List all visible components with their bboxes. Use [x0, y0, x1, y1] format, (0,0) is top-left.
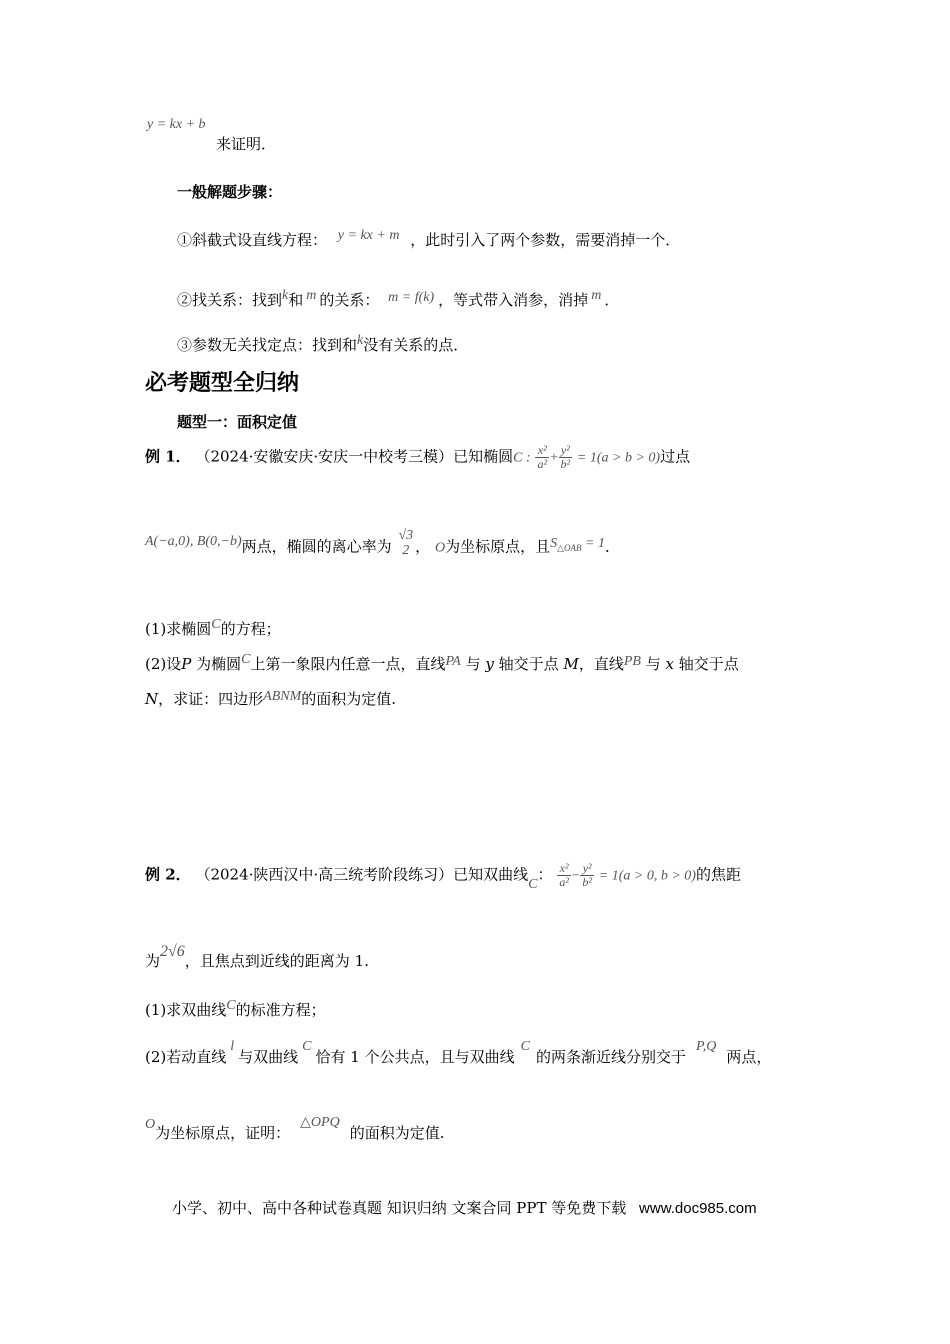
- step-3: [177, 334, 468, 355]
- intro-suffix: 来证明．: [216, 135, 277, 153]
- example2-label: 例 2．: [145, 865, 191, 884]
- example1-q1: (1)求椭圆C的方程；: [145, 617, 281, 638]
- step2-rel: 的关系：: [319, 291, 380, 309]
- example1-line1: 例 1． （2024·安徽安庆·安庆一中校考三模）已知椭圆C : $\frac{\text{x²}}{\text{a²}}$ + $\frac{\text{y²}}{\text{b²}}$ = 1(a > b > 0)过点: [145, 443, 691, 472]
- step2-math: m = f(k): [388, 290, 435, 305]
- step2-m2: m: [591, 288, 602, 303]
- example1-o: O: [434, 540, 446, 556]
- ellipse-cond: = 1(a > b > 0): [576, 450, 661, 466]
- ellipse-c: C :: [513, 450, 531, 466]
- example1-label: 例 1．: [145, 447, 191, 466]
- footer-url[interactable]: www.doc985.com: [639, 1200, 757, 1217]
- step2-suffix: ，等式带入消参，消掉: [438, 291, 589, 309]
- step3-prefix: ③参数无关找定点：找到和: [177, 336, 358, 354]
- step2-and: 和: [288, 291, 304, 309]
- example2-q2: (2)若动直线l与双曲线C恰有 1 个公共点，且与双曲线C的两条渐近线分别交于P,Q两点，: [145, 1039, 772, 1066]
- hyperbola-cond: = 1(a > 0, b > 0): [598, 868, 696, 884]
- example1-line2: A(−a,0), B(0,−b)两点，椭圆的离心率为 √3 2 ， O为坐标原点，且$S_{\triangle OAB} = 1$．: [145, 528, 620, 559]
- example2-line2: 为2√6，且焦点到近线的距离为 1.: [145, 943, 369, 970]
- step2-end: ．: [604, 291, 620, 309]
- example1-q2-line1: (2)设P 为椭圆C上第一象限内任意一点，直线PA 与 y 轴交于点 M，直线PB 与 x 轴交于点: [145, 652, 739, 673]
- frac2-y2b2: $\frac{\text{y²}}{\text{b²}}$: [582, 861, 592, 890]
- example1-points: A(−a,0), B(0,−b): [145, 534, 242, 550]
- type1-title: 题型一：面积定值: [177, 413, 298, 431]
- example2-q1: (1)求双曲线C的标准方程；: [145, 998, 326, 1019]
- footer-text: 小学、初中、高中各种试卷真题 知识归纳 文案合同 PPT 等免费下载: [172, 1199, 627, 1217]
- step1-suffix: ，此时引入了两个参数，需要消掉一个．: [410, 231, 681, 249]
- step2-m: m: [306, 288, 317, 303]
- step3-k: k: [357, 333, 364, 348]
- step-1: [177, 229, 680, 250]
- intro-formula: y = kx + b: [147, 117, 206, 132]
- focal-value: 2√6: [160, 943, 185, 960]
- step1-prefix: ①斜截式设直线方程：: [177, 231, 328, 249]
- frac2-x2a2: $\frac{\text{x²}}{\text{a²}}$: [559, 861, 569, 890]
- footer: [172, 1197, 757, 1218]
- step2-k: k: [282, 288, 289, 303]
- example1-source: （2024·安徽安庆·安庆一中校考三模）已知椭圆: [195, 447, 514, 466]
- step2-prefix: ②找关系：找到: [177, 291, 283, 309]
- example2-line1: 例 2． （2024·陕西汉中·高三统考阶段练习）已知双曲线C： $\frac{\text{x²}}{\text{a²}}$ − $\frac{\text{y²}}{\text{b²}}$ = 1(a > 0, b > 0)的焦距: [145, 861, 741, 892]
- steps-heading: 一般解题步骤：: [177, 183, 283, 201]
- eccentricity-frac: √3 2: [398, 528, 414, 559]
- step-2: [177, 289, 619, 310]
- frac-x2a2: $\frac{\text{x²}}{\text{a²}}$: [537, 443, 548, 472]
- area-sub: △OAB: [557, 543, 582, 554]
- example1-origin: 为坐标原点，且: [445, 537, 551, 556]
- example1-pass: 过点: [660, 447, 691, 466]
- step1-math: y = kx + m: [337, 228, 400, 243]
- area-s: S: [550, 536, 558, 552]
- step3-suffix: 没有关系的点．: [363, 336, 469, 354]
- example1-q2-line2: N，求证：四边形ABNM的面积为定值.: [145, 689, 397, 708]
- frac-y2b2: $\frac{\text{y²}}{\text{b²}}$: [560, 443, 571, 472]
- area-val: = 1: [585, 536, 605, 552]
- example1-two-points: 两点，椭圆的离心率为: [241, 537, 392, 556]
- section-title: 必考题型全归纳: [145, 370, 300, 396]
- example2-q3: O为坐标原点，证明：△OPQ的面积为定值.: [145, 1115, 445, 1142]
- example2-source: （2024·陕西汉中·高三统考阶段练习）已知双曲线: [195, 865, 529, 884]
